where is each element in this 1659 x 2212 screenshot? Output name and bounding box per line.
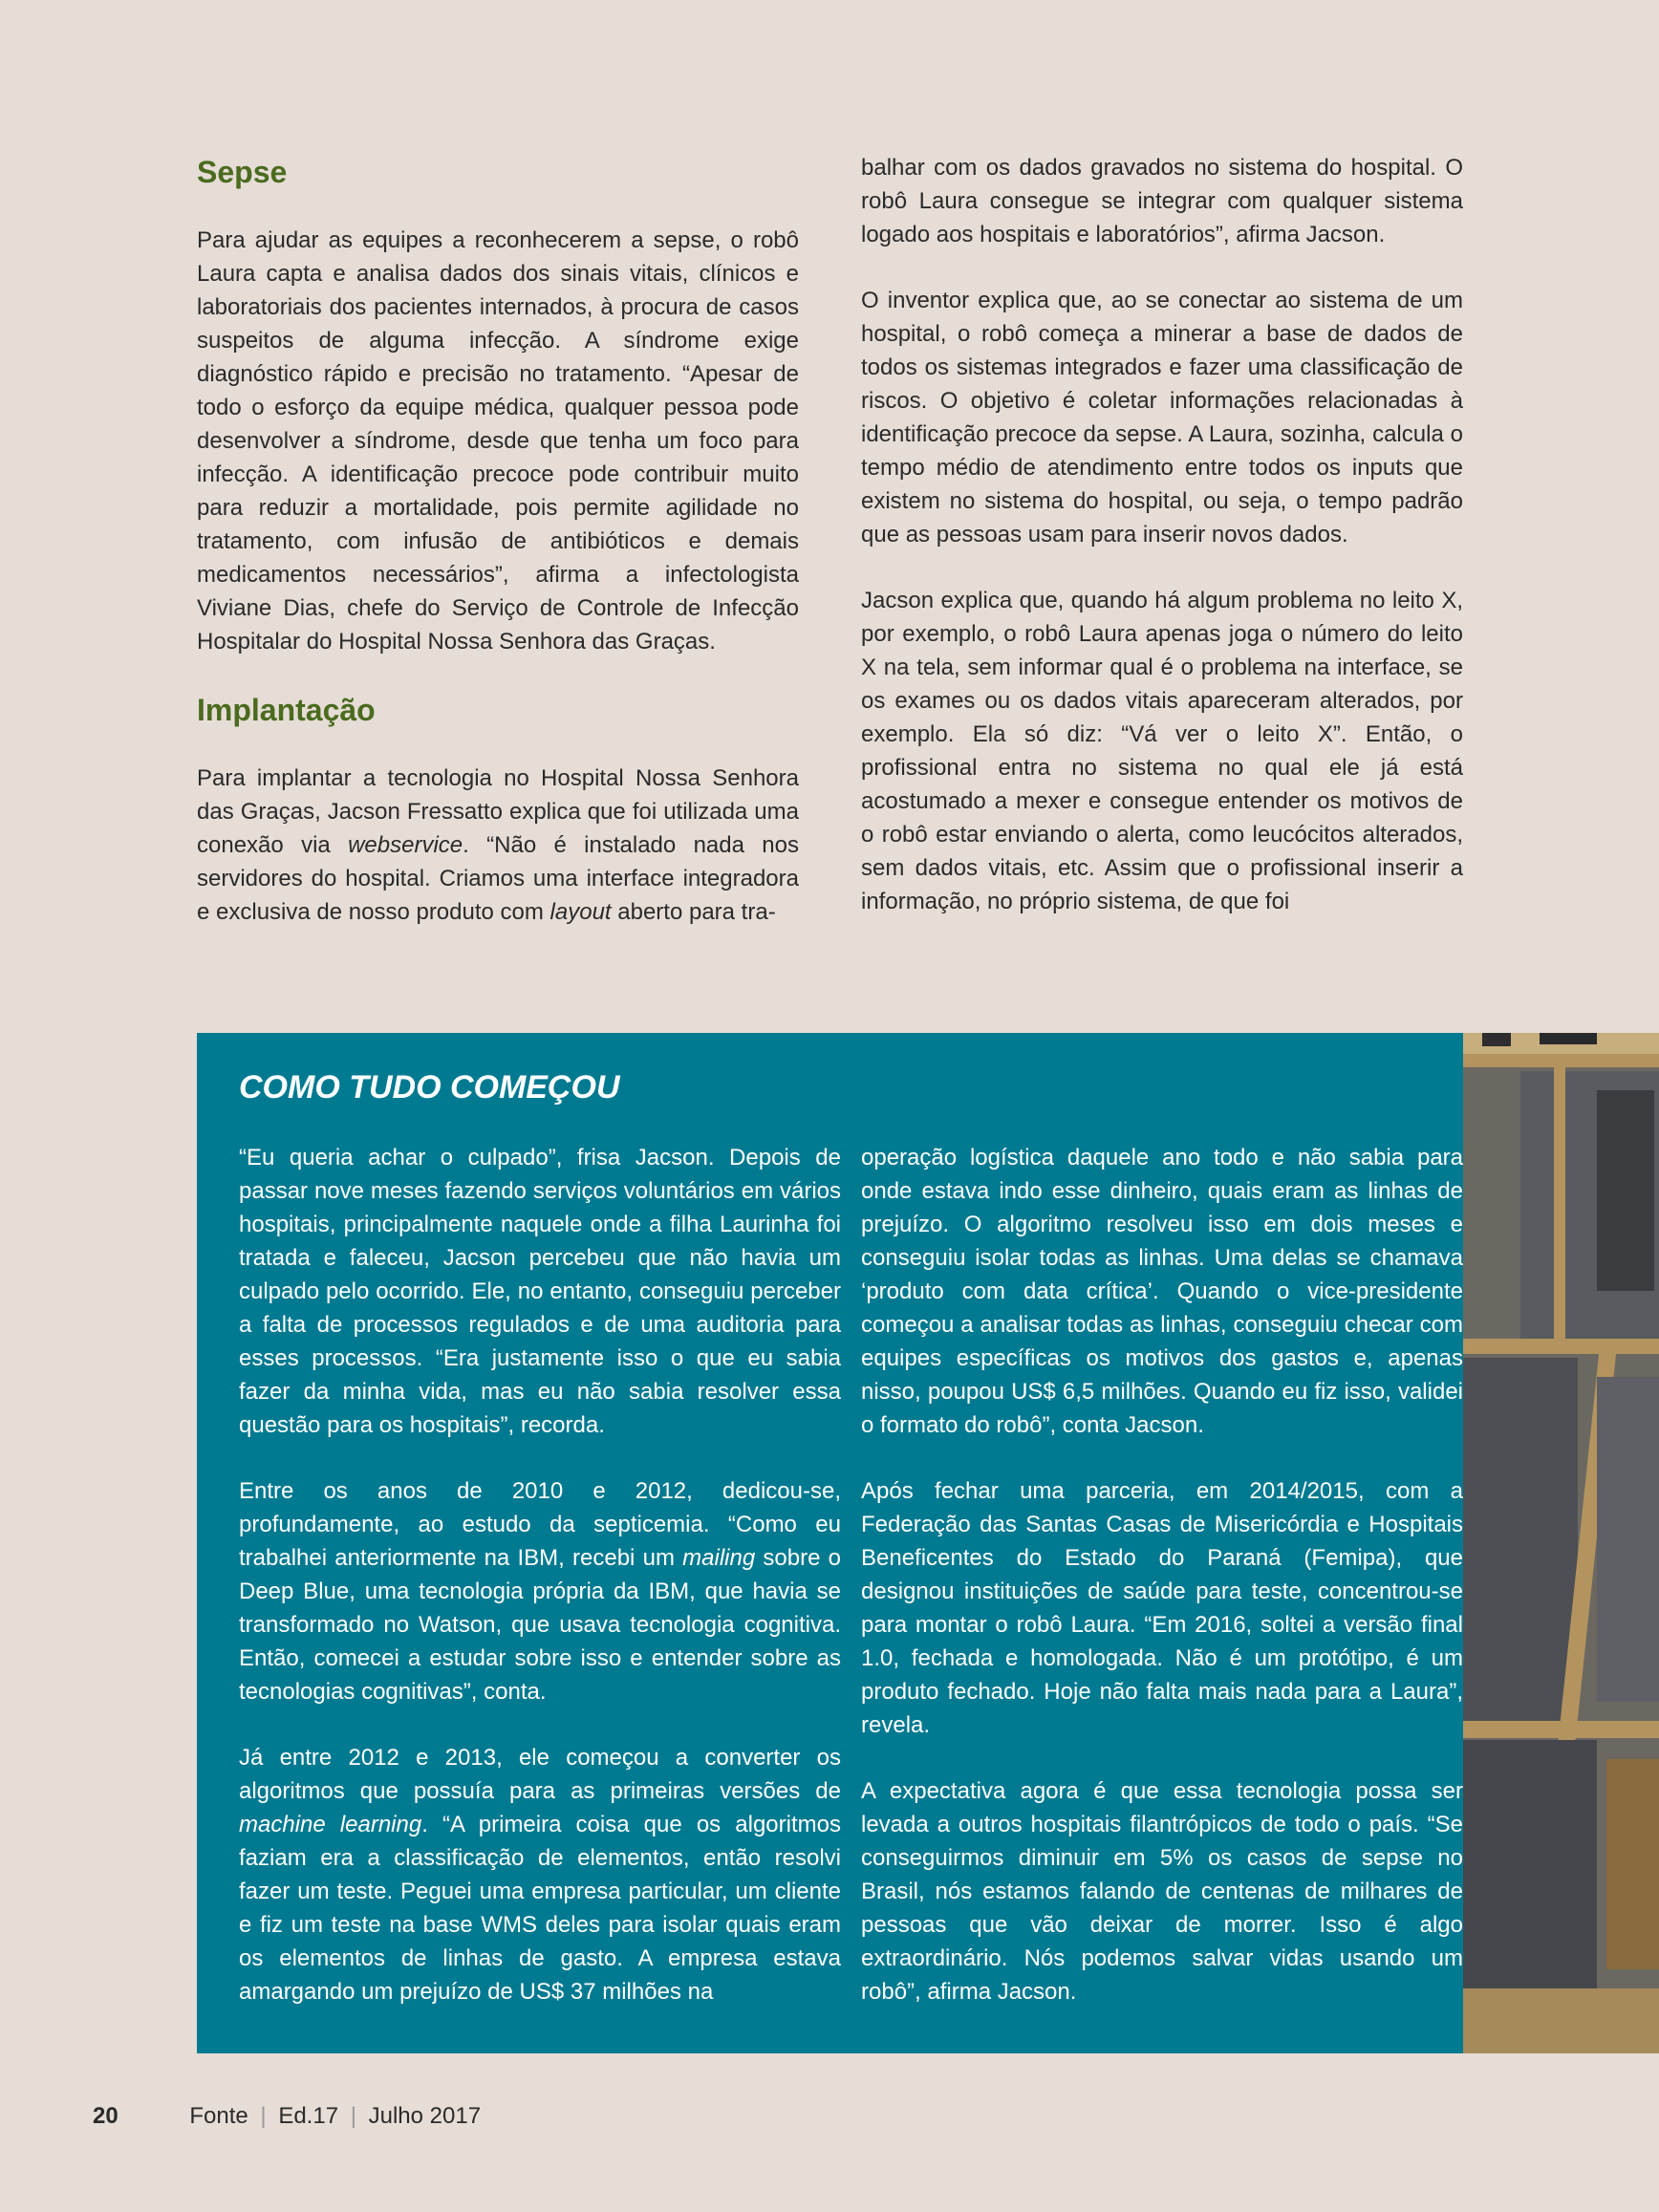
section-heading-implantacao: Implantação [197,693,376,727]
paragraph: Para ajudar as equipes a reconhecerem a sepse, o robô Laura capta e analisa dados dos sinais vitais, clínicos e laboratoriais dos pacientes internados, à procura de casos suspeitos de alguma infecção. A síndrome exige diagnóstico rápido e precisão no tratamento. “Apesar de todo o esforço da equipe médica, qualquer pessoa pode desenvolver a síndrome, desde que tenha um foco para infecção. A identificação precoce pode contribuir muito para reduzir a mortalidade, pois permite agilidade no tratamento, com infusão de antibióticos e demais medicamentos necessários”, afirma a infectologista Viviane Dias, chefe do Serviço de Controle de Infecção Hospitalar do Hospital Nossa Senhora das Graças. [197,227,799,655]
publication-date: Julho 2017 [368,2103,482,2129]
box-column-left [239,1141,841,2041]
box-title: COMO TUDO COMEÇOU [239,1069,620,1106]
paragraph: Jacson explica que, quando há algum problema no leito X, por exemplo, o robô Laura apenas joga o número do leito X na tela, sem informar qual é o problema na interface, se os exames ou os dados vitais apareceram alterados, por exemplo. Ela só diz: “Vá ver o leito X”. Então, o profissional entra no sistema no qual ele já está acostumado a mexer e consegue entender os motivos de o robô estar enviando o alerta, como leucócitos alterados, sem dados vitais, etc. Assim que o profissional inserir a informação, no próprio sistema, de que foi [861,588,1463,914]
paragraph: Para implantar a tecnologia no Hospital Nossa Senhora das Graças, Jacson Fressatto explica que foi utilizada uma conexão via webservice. “Não é instalado nada nos servidores do hospital. Criamos uma interface integradora e exclusiva de nosso produto com layout aberto para tra- [197,765,799,925]
paragraph: Entre os anos de 2010 e 2012, dedicou-se, profundamente, ao estudo da septicemia. “Como eu trabalhei anteriormente na IBM, recebi um mailing sobre o Deep Blue, uma tecnologia própria da IBM, que havia se transformado no Watson, que usava tecnologia cognitiva. Então, comecei a estudar sobre isso e entender sobre as tecnologias cognitivas”, conta. [239,1478,841,1705]
section-heading-sepse: Sepse [197,155,288,189]
page-footer [93,2102,481,2131]
paragraph: “Eu queria achar o culpado”, frisa Jacson. Depois de passar nove meses fazendo serviços voluntários em vários hospitais, principalmente naquele onde a filha Laurinha foi tratada e faleceu, Jacson percebeu que não havia um culpado pelo ocorrido. Ele, no entanto, conseguiu perceber a falta de processos regulados e de uma auditoria para esses processos. “Era justamente isso o que eu sabia fazer da minha vida, mas eu não sabia resolver essa questão para os hospitais”, recorda. [239,1145,841,1438]
emphasis: layout [549,899,612,925]
edition: Ed.17 [278,2103,339,2129]
paragraph: Após fechar uma parceria, em 2014/2015, com a Federação das Santas Casas de Misericórdia e Hospitais Beneficentes do Estado do Paraná (Femipa), que designou instituições de saúde para teste, concentrou-se para montar o robô Laura. “Em 2016, soltei a versão final 1.0, fechada e homologada. Não é um protótipo, é um produto fechado. Hoje não falta mais nada para a Laura”, revela. [861,1478,1463,1738]
separator: | [260,2103,267,2129]
separator: | [350,2103,356,2129]
paragraph: Já entre 2012 e 2013, ele começou a converter os algoritmos que possuía para as primeiras versões de machine learning. “A primeira coisa que os algoritmos faziam era a classificação de elementos, então resolvi fazer um teste. Peguei uma empresa particular, um cliente e fiz um teste na base WMS deles para isolar quais eram os elementos de linhas de gasto. A empresa estava amargando um prejuízo de US$ 37 milhões na [239,1745,841,2005]
box-column-right [861,1141,1463,2041]
emphasis: webservice [348,832,463,858]
paragraph: A expectativa agora é que essa tecnologia possa ser levada a outros hospitais filantrópicos de todo o país. “Se conseguirmos diminuir em 5% os casos de sepse no Brasil, nós estamos falando de centenas de milhares de pessoas que vão deixar de morrer. Isso é algo extraordinário. Nós podemos salvar vidas usando um robô”, afirma Jacson. [861,1778,1463,2005]
sidebar-box [197,1033,1463,2053]
paragraph: balhar com os dados gravados no sistema do hospital. O robô Laura consegue se integrar com qualquer sistema logado aos hospitais e laboratórios”, afirma Jacson. [861,155,1463,247]
article-column-right [861,151,1463,951]
paragraph: operação logística daquele ano todo e não sabia para onde estava indo esse dinheiro, quais eram as linhas de prejuízo. O algoritmo resolveu isso em dois meses e conseguiu isolar todas as linhas. Uma delas se chamava ‘produto com data crítica’. Quando o vice-presidente começou a analisar todas as linhas, conseguiu checar com equipes específicas os motivos dos gastos e, apenas nisso, poupou US$ 6,5 milhões. Quando eu fiz isso, validei o formato do robô”, conta Jacson. [861,1145,1463,1438]
paragraph: O inventor explica que, ao se conectar ao sistema de um hospital, o robô começa a minerar a base de dados de todos os sistemas integrados e fazer uma classificação de riscos. O objetivo é coletar informações relacionadas à identificação precoce da sepse. A Laura, sozinha, calcula o tempo médio de atendimento entre todos os inputs que existem no sistema do hospital, ou seja, o tempo padrão que as pessoas usam para inserir novos dados. [861,288,1463,548]
page-number: 20 [93,2103,118,2129]
emphasis: mailing [682,1545,756,1571]
bookshelf-photo [1463,1033,1659,2053]
article-column-left [197,153,799,961]
emphasis: machine learning [239,1812,422,1837]
publication-name: Fonte [189,2103,248,2129]
